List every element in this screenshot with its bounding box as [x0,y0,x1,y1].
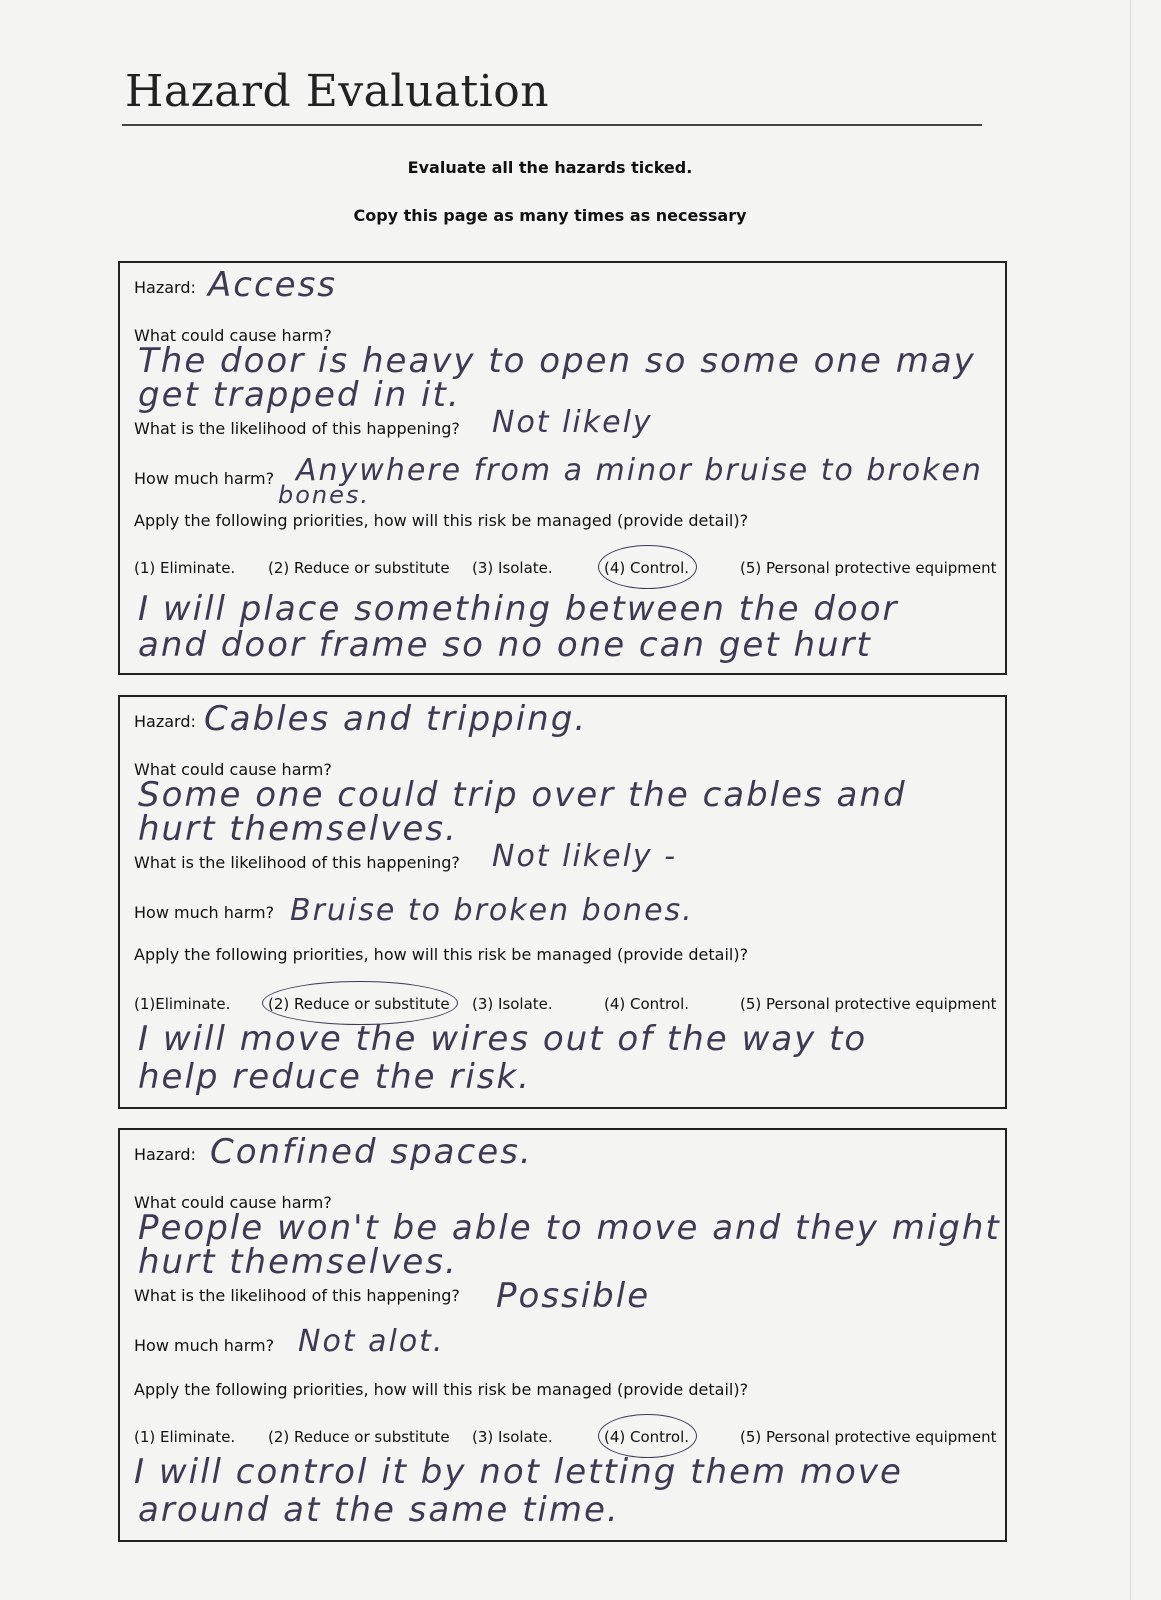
cause-answer-line-1[interactable]: The door is heavy to open so some one may [138,341,976,381]
priority-eliminate[interactable]: (1) Eliminate. [134,559,236,577]
action-answer-line-1[interactable]: I will move the wires out of the way to [138,1019,868,1059]
priority-reduce[interactable]: (2) Reduce or substitute [268,559,450,577]
harm-answer-line-2[interactable]: bones. [278,481,371,509]
likelihood-answer[interactable]: Not likely [492,405,653,440]
priority-isolate[interactable]: (3) Isolate. [472,1428,553,1446]
likelihood-answer[interactable]: Not likely - [492,839,678,874]
action-answer-line-2[interactable]: and door frame so no one can get hurt [138,625,872,665]
title-rule [122,124,982,126]
hazard-answer[interactable]: Cables and tripping. [204,699,588,739]
cause-answer-line-2[interactable]: hurt themselves. [138,809,458,849]
hazard-card-2 [118,695,1007,1109]
action-answer-line-1[interactable]: I will control it by not letting them move [134,1452,903,1492]
hazard-label: Hazard: [134,1145,196,1164]
cause-answer-line-1[interactable]: People won't be able to move and they might [138,1208,1001,1248]
priority-row [120,559,1005,579]
likelihood-answer[interactable]: Possible [496,1276,651,1316]
harm-answer[interactable]: Not alot. [298,1324,445,1359]
cause-answer-line-1[interactable]: Some one could trip over the cables and [138,775,907,815]
page-edge [1130,0,1131,1600]
hazard-answer[interactable]: Confined spaces. [210,1132,533,1172]
priority-row [120,995,1005,1015]
apply-label: Apply the following priorities, how will this risk be managed (provide detail)? [134,945,749,964]
harm-label: How much harm? [134,469,275,488]
instruction-evaluate: Evaluate all the hazards ticked. [407,158,693,177]
cause-answer-line-2[interactable]: hurt themselves. [138,1242,458,1282]
priority-eliminate[interactable]: (1) Eliminate. [134,1428,236,1446]
hazard-label: Hazard: [134,278,196,297]
cause-label: What could cause harm? [134,760,332,779]
priority-ppe[interactable]: (5) Personal protective equipment [740,995,997,1013]
hazard-label: Hazard: [134,712,196,731]
apply-label: Apply the following priorities, how will this risk be managed (provide detail)? [134,511,749,530]
priority-control-circled[interactable]: (4) Control. [604,559,690,577]
priority-ppe[interactable]: (5) Personal protective equipment [740,1428,997,1446]
priority-isolate[interactable]: (3) Isolate. [472,559,553,577]
harm-label: How much harm? [134,1336,275,1355]
likelihood-label: What is the likelihood of this happening? [134,853,460,872]
priority-control[interactable]: (4) Control. [604,995,690,1013]
hazard-card-3 [118,1128,1007,1542]
hazard-answer[interactable]: Access [208,265,337,305]
harm-answer[interactable]: Bruise to broken bones. [290,893,694,928]
hazard-card-1 [118,261,1007,675]
action-answer-line-2[interactable]: help reduce the risk. [138,1057,531,1097]
priority-row [120,1428,1005,1448]
instruction-copy: Copy this page as many times as necessary [353,206,747,225]
cause-label: What could cause harm? [134,326,332,345]
priority-ppe[interactable]: (5) Personal protective equipment [740,559,997,577]
likelihood-label: What is the likelihood of this happening? [134,419,460,438]
priority-eliminate[interactable]: (1)Eliminate. [134,995,231,1013]
priority-control-circled[interactable]: (4) Control. [604,1428,690,1446]
cause-label: What could cause harm? [134,1193,332,1212]
likelihood-label: What is the likelihood of this happening? [134,1286,460,1305]
harm-answer-line-1[interactable]: Anywhere from a minor bruise to broken [296,453,983,488]
action-answer-line-1[interactable]: I will place something between the door [138,589,899,629]
priority-isolate[interactable]: (3) Isolate. [472,995,553,1013]
page-title: Hazard Evaluation [125,66,550,117]
priority-reduce-circled[interactable]: (2) Reduce or substitute [268,995,450,1013]
action-answer-line-2[interactable]: around at the same time. [138,1490,620,1530]
apply-label: Apply the following priorities, how will this risk be managed (provide detail)? [134,1380,749,1399]
harm-label: How much harm? [134,903,275,922]
priority-reduce[interactable]: (2) Reduce or substitute [268,1428,450,1446]
cause-answer-line-2[interactable]: get trapped in it. [138,375,461,415]
